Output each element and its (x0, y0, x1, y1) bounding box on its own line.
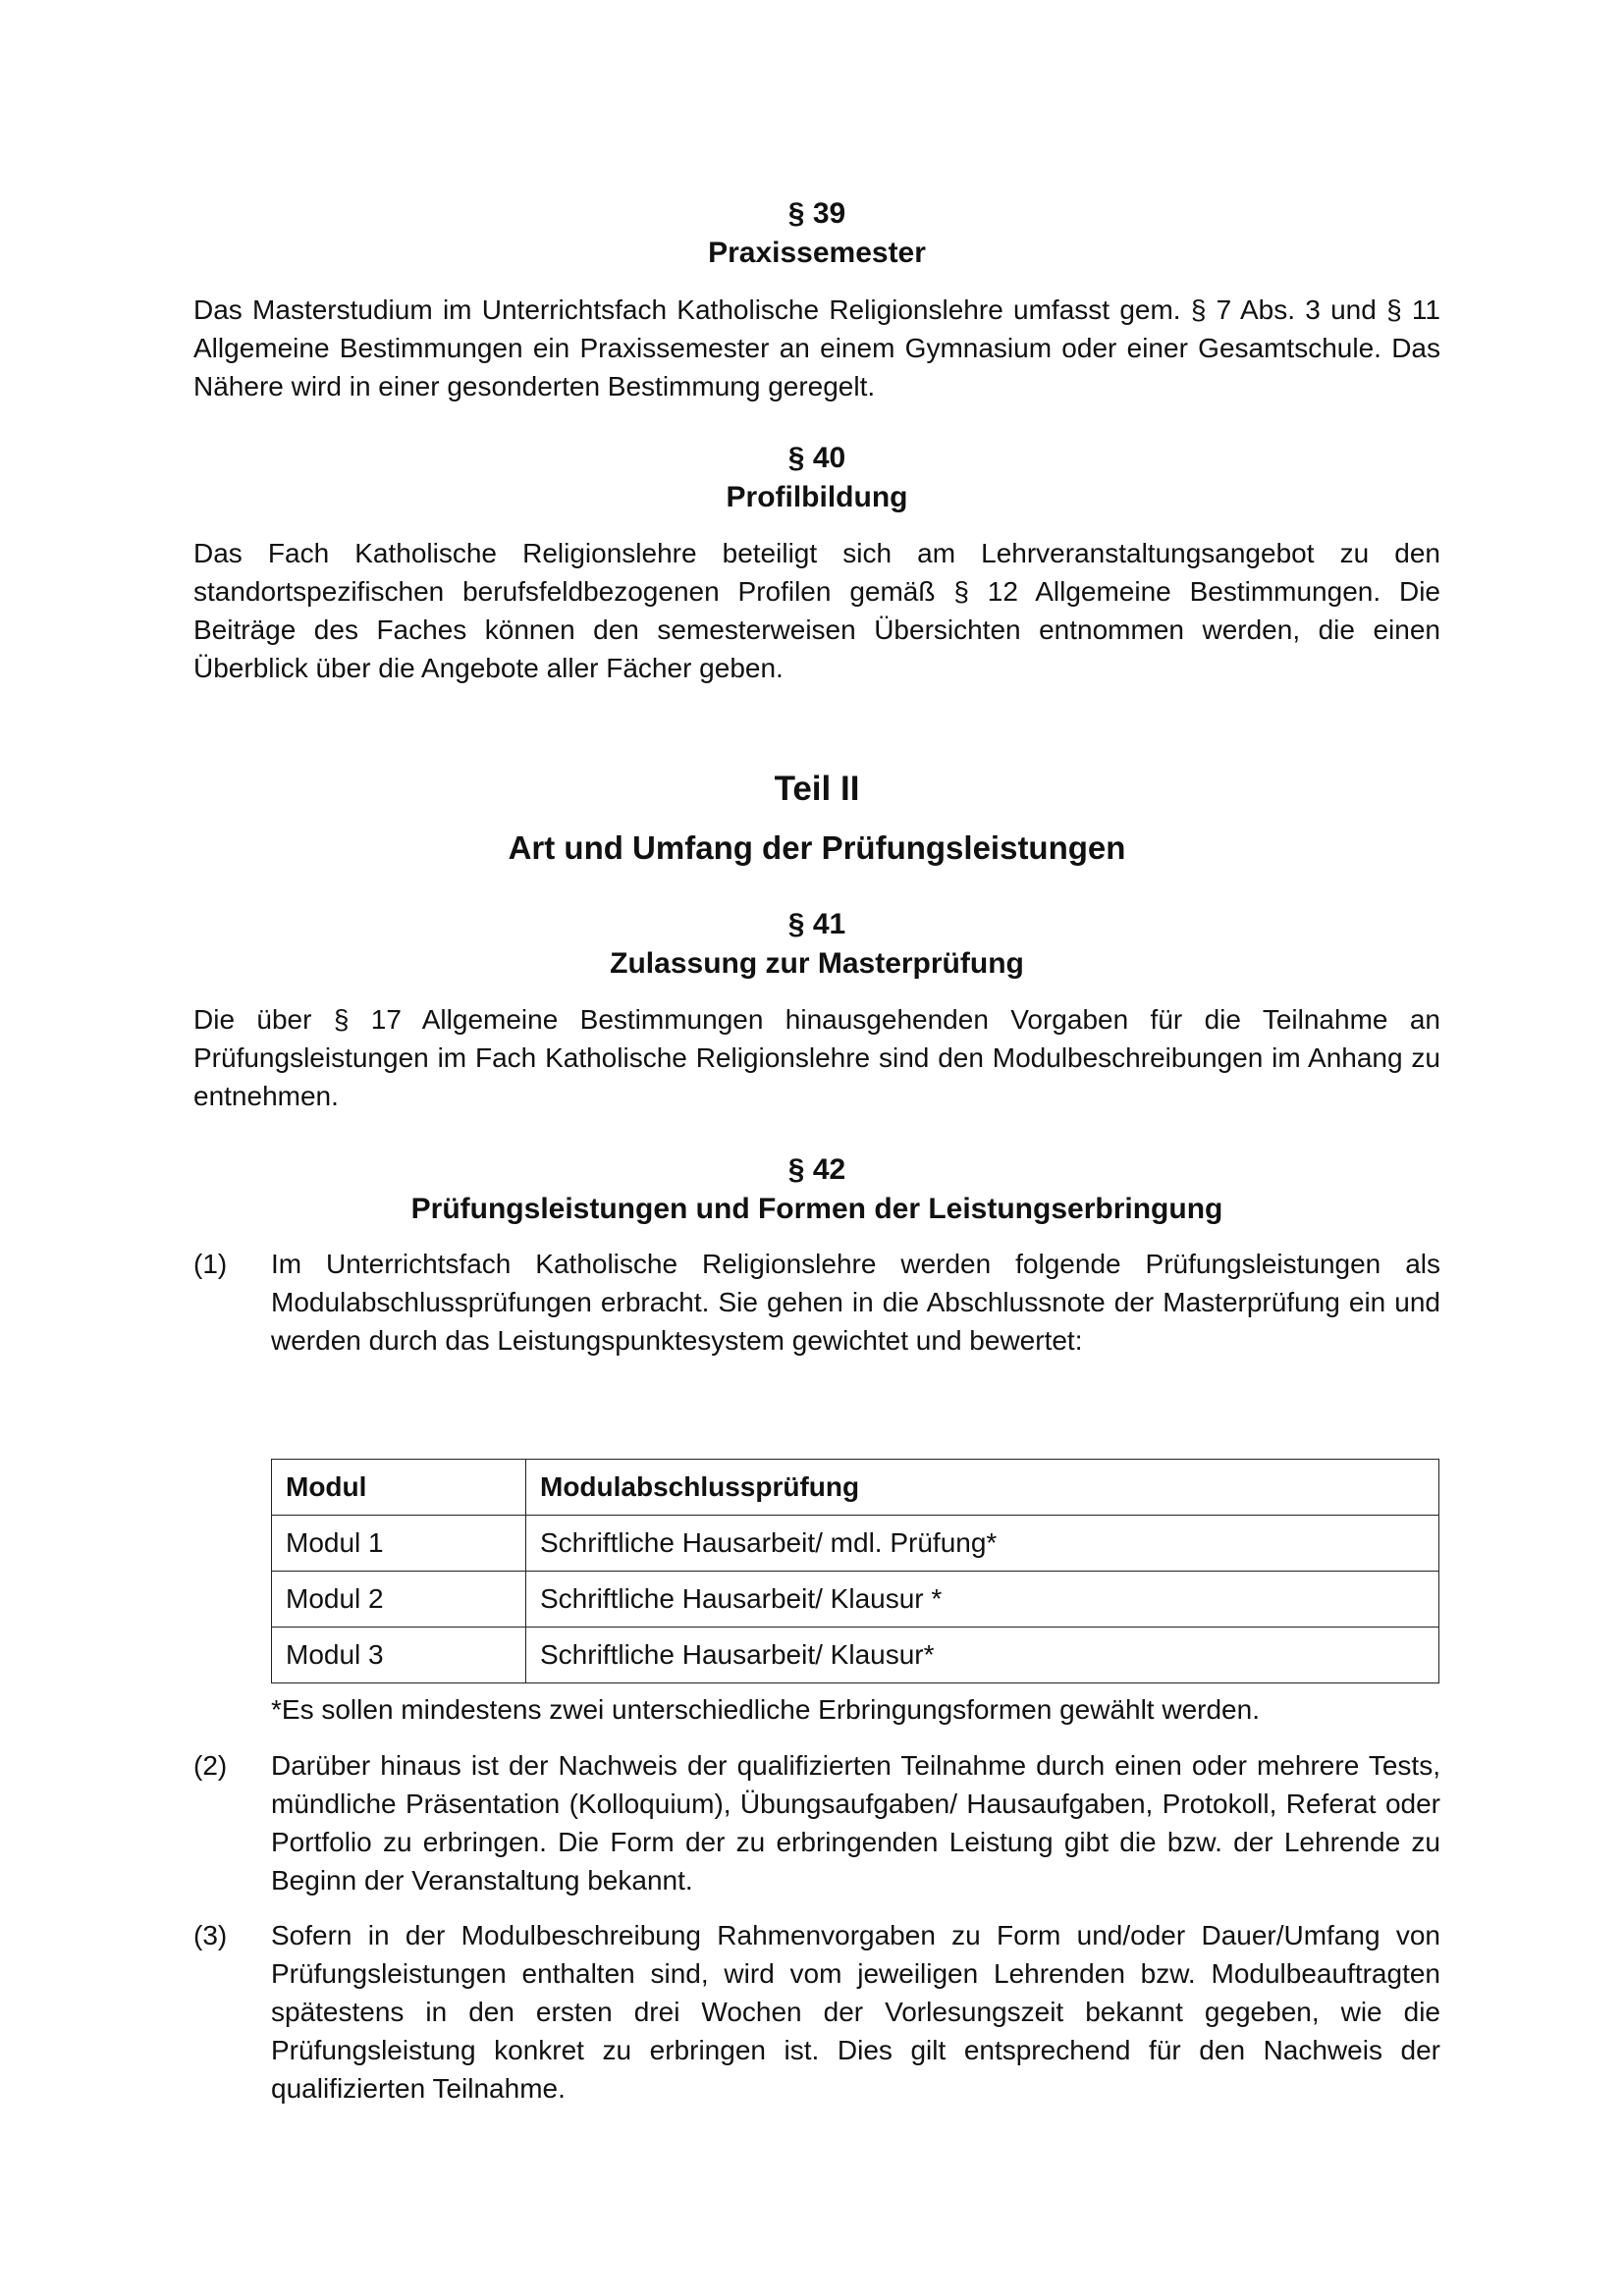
table-row (272, 1572, 1439, 1628)
item-text: Im Unterrichtsfach Katholische Religionslehre werden folgende Prüfungsleistungen als Modulabschlussprüfungen erbracht. Sie gehen in die Abschlussnote der Masterprüfung ein und werden durch das Leistungspunktesystem gewichtet und bewertet: (271, 1249, 1440, 1356)
section-42-continued (193, 1746, 1440, 2108)
list-item (193, 1746, 1440, 1899)
section-paragraph: Das Fach Katholische Religionslehre beteiligt sich am Lehrveranstaltungsangebot zu den standortspezifischen berufsfeldbezogenen Profilen gemäß § 12 Allgemeine Bestimmungen. Die Beiträge des Faches können den semesterweisen Übersichten entnommen werden, die einen Überblick über die Angebote aller Fächer geben. (193, 538, 1440, 683)
item-number: (1) (193, 1249, 228, 1279)
table-row (272, 1628, 1439, 1683)
section-title: Profilbildung (726, 481, 908, 513)
table-footnote: *Es sollen mindestens zwei unterschiedliche Erbringungsformen gewählt werden. (271, 1694, 1260, 1725)
exam-table (271, 1459, 1439, 1683)
item-text: Darüber hinaus ist der Nachweis der qualifizierten Teilnahme durch einen oder mehrere Tests, mündliche Präsentation (Kolloquium), Übungsaufgaben/ Hausaufgaben, Protokoll, Referat oder Portfolio zu erbringen. Die Form der zu erbringenden Leistung gibt die bzw. der Lehrende zu Beginn der Veranstaltung bekannt. (271, 1750, 1440, 1896)
column-header: Modulabschlussprüfung (526, 1460, 1439, 1516)
section-paragraph: Die über § 17 Allgemeine Bestimmungen hinausgehenden Vorgaben für die Teilnahme an Prüfungsleistungen im Fach Katholische Religionslehre sind den Modulbeschreibungen im Anhang zu entnehmen. (193, 1004, 1440, 1111)
section-41 (193, 905, 1440, 1115)
section-title: Zulassung zur Masterprüfung (610, 947, 1024, 980)
part-subtitle: Art und Umfang der Prüfungsleistungen (508, 829, 1126, 866)
table-cell: Schriftliche Hausarbeit/ Klausur* (526, 1628, 1439, 1683)
section-42 (193, 1150, 1440, 1360)
table-cell: Schriftliche Hausarbeit/ Klausur * (526, 1572, 1439, 1628)
section-title: Prüfungsleistungen und Formen der Leistungserbringung (410, 1193, 1223, 1225)
table-header-row (272, 1460, 1439, 1516)
section-39 (193, 194, 1440, 405)
part-heading (193, 768, 1440, 870)
table-row (272, 1516, 1439, 1572)
item-number: (2) (193, 1750, 228, 1781)
table-cell: Schriftliche Hausarbeit/ mdl. Prüfung* (526, 1516, 1439, 1572)
column-header: Modul (272, 1460, 526, 1516)
section-paragraph: Das Masterstudium im Unterrichtsfach Katholische Religionslehre umfasst gem. § 7 Abs. 3 und § 11 Allgemeine Bestimmungen ein Praxissemester an einem Gymnasium oder einer Gesamtschule. Das Nähere wird in einer gesonderten Bestimmung geregelt. (193, 294, 1440, 401)
table-cell: Modul 3 (272, 1628, 526, 1683)
section-number: § 39 (787, 197, 846, 230)
list-item (193, 1916, 1440, 2108)
item-text: Sofern in der Modulbeschreibung Rahmenvorgaben zu Form und/oder Dauer/Umfang von Prüfungsleistungen enthalten sind, wird vom jeweiligen Lehrenden bzw. Modulbeauftragten spätestens in den ersten drei Wochen der Vorlesungszeit bekannt gegeben, wie die Prüfungsleistung konkret zu erbringen ist. Dies gilt entsprechend für den Nachweis der qualifizierten Teilnahme. (271, 1920, 1440, 2104)
table-cell: Modul 1 (272, 1516, 526, 1572)
section-number: § 41 (787, 908, 846, 940)
item-number: (3) (193, 1920, 228, 1950)
table-cell: Modul 2 (272, 1572, 526, 1628)
part-title: Teil II (774, 770, 860, 808)
section-40 (193, 439, 1440, 687)
section-number: § 40 (787, 442, 846, 474)
list-item (193, 1245, 1440, 1360)
section-title: Praxissemester (708, 237, 926, 269)
section-number: § 42 (787, 1153, 846, 1186)
